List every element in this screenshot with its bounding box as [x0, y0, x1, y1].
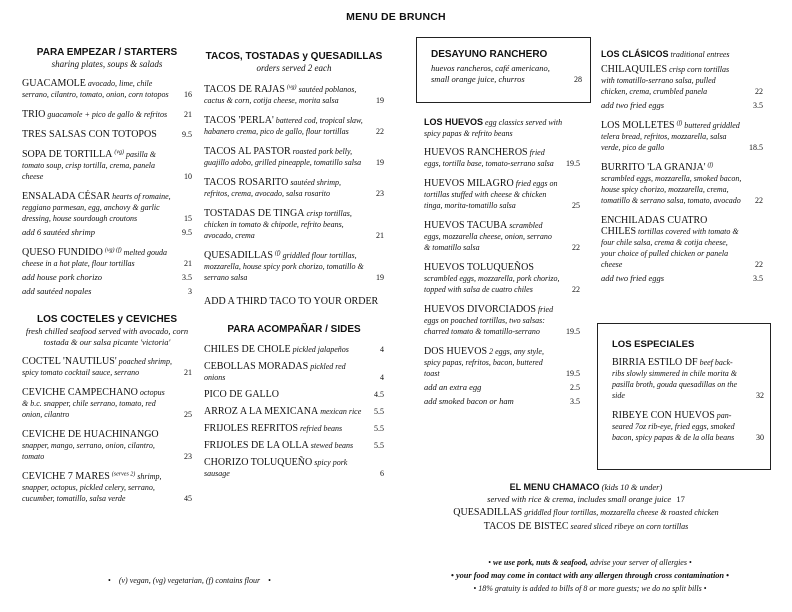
menu-item [204, 457, 384, 479]
item-price: 5.5 [374, 424, 384, 433]
bullet-mark: • [450, 571, 454, 580]
item-name: BIRRIA ESTILO DF [612, 357, 698, 368]
item-description: add sautéed nopales [22, 286, 92, 296]
item-description: stewed beans [310, 441, 354, 450]
item-description: fried eggs on tortillas stuffed with cheese & chicken tinga, morita-tomatillo salsa [424, 179, 558, 210]
menu-item [22, 429, 192, 462]
menu-item [424, 304, 580, 337]
item-name: BURRITO 'LA GRANJA' [601, 162, 706, 173]
item-price: 3.5 [753, 101, 763, 110]
item-description: fried eggs, tortilla base, tomato-serrano salsa [424, 148, 554, 168]
item-description: crisp corn tortillas with tomatillo-serrano salsa, pulled chicken, crema, crumbled panela [601, 65, 730, 96]
item-description: add 6 sautéed shrimp [22, 227, 95, 237]
ceviches-title: LOS COCTELES y CEVICHES [36, 314, 178, 325]
item-price: 4 [380, 373, 384, 382]
menu-item [22, 191, 192, 224]
item-description: roasted pork belly, guajillo adobo, grilled pineapple, tomatillo salsa [204, 147, 362, 167]
allergy-bold: we use pork, nuts & seafood, [493, 558, 588, 567]
chamaco-list [416, 506, 756, 534]
item-price: 9.5 [182, 130, 192, 139]
chamaco-price: 17 [676, 494, 685, 504]
item-diet-tag: (vg) [286, 84, 297, 91]
item-name: TRES SALSAS CON TOTOPOS [22, 129, 157, 140]
item-price: 21 [184, 259, 192, 268]
item-description: beef back-ribs slowly simmered in chile morita & pasilla broth, gouda quesadillas on the side [612, 358, 738, 400]
huevos-subtitle: egg classics served with spicy papas & refrito beans [424, 118, 563, 138]
item-price: 18.5 [749, 143, 763, 152]
starters-subtitle: sharing plates, soups & salads [51, 59, 163, 69]
item-price: 22 [572, 285, 580, 294]
legend-text: (v) vegan, (vg) vegetarian, (f) contains flour [118, 576, 261, 585]
add-taco-text: ADD A THIRD TACO TO YOUR ORDER [204, 296, 379, 307]
item-name: LOS MOLLETES [601, 120, 675, 131]
item-price: 5.5 [374, 441, 384, 450]
bullet-mark: • [108, 576, 111, 585]
item-description: griddled flour tortillas, mozzarella, house spicy pork chorizo, tomatillo & serrano salsa [204, 251, 364, 282]
item-name: COCTEL 'NAUTILUS' [22, 356, 117, 367]
kids-menu-item [416, 520, 756, 534]
sides-list [204, 344, 384, 479]
add-on-item [424, 396, 580, 407]
menu-item [424, 220, 580, 253]
item-name: TACOS DE BISTEC [483, 521, 569, 532]
menu-item [204, 146, 384, 168]
chamaco-header [416, 482, 756, 492]
item-description: octopus & b.c. snapper, chile serrano, tomato, red onion, cilantro [22, 388, 165, 419]
add-on-item [424, 382, 580, 393]
item-price: 16 [184, 90, 192, 99]
item-name: SOPA DE TORTILLA [22, 149, 113, 160]
menu-item [22, 356, 192, 378]
item-description: pan-seared 7oz rib-eye, fried eggs, smoked bacon, spicy papas & de la olla beans [612, 411, 735, 442]
item-diet-tag: (serves 2) [111, 471, 136, 478]
add-on-item [22, 227, 192, 238]
item-name: ARROZ A LA MEXICANA [204, 406, 319, 417]
item-price: 22 [755, 87, 763, 96]
menu-item [204, 84, 384, 106]
item-description: pasilla & tomato soup, crisp tortilla, crema, panela cheese [22, 150, 157, 181]
menu-item [424, 147, 580, 169]
item-description: buttered griddled telera bread, refritos, mozzarella, salsa verde, pico de gallo [601, 121, 740, 152]
item-description: griddled flour tortillas, mozzarella cheese & roasted chicken [524, 508, 719, 517]
item-price: 22 [572, 243, 580, 252]
item-price: 25 [572, 201, 580, 210]
menu-item [204, 208, 384, 241]
gratuity-text: 18% gratuity is added to bills of 8 or more guests; we do no split bills [478, 584, 702, 593]
menu-item [22, 471, 192, 504]
menu-title: MENU DE BRUNCH [346, 11, 446, 23]
bullet-mark: • [268, 576, 271, 585]
menu-item [204, 344, 384, 355]
clasicos-column [601, 49, 763, 284]
item-description: scrambled eggs, mozzarella, smoked bacon, house spicy chorizo, mozzarella, crema, tomatillo & serrano salsa, tomato, avocado [601, 174, 742, 205]
item-price: 19 [376, 96, 384, 105]
item-diet-tag: (vg) (f) [104, 247, 122, 254]
tacos-list [204, 84, 384, 283]
ranchero-title: DESAYUNO RANCHERO [431, 49, 548, 60]
item-description: add smoked bacon or ham [424, 396, 514, 406]
menu-item [204, 406, 384, 417]
item-description: seared sliced ribeye on corn tortillas [570, 522, 689, 531]
item-name: TACOS 'PERLA' [204, 115, 274, 126]
menu-item [424, 178, 580, 211]
item-description: pickled jalapeños [292, 345, 349, 354]
item-name: CHILES DE CHOLE [204, 344, 291, 355]
menu-item [424, 262, 580, 295]
menu-item [601, 120, 763, 153]
item-name: FRIJOLES REFRITOS [204, 423, 299, 434]
menu-item [22, 387, 192, 420]
starters-list [22, 78, 192, 297]
item-description: spicy pork sausage [204, 458, 348, 478]
item-price: 3.5 [570, 397, 580, 406]
clasicos-header [601, 49, 763, 60]
menu-item [204, 440, 384, 451]
item-description: snapper, mango, serrano, onion, cilantro, tomato [22, 441, 155, 461]
clasicos-title: LOS CLÁSICOS [601, 49, 669, 59]
item-name: HUEVOS TACUBA [424, 220, 508, 231]
item-description: scrambled eggs, mozzarella cheese, onion, serrano & tomatillo salsa [424, 221, 552, 252]
bullet-mark: • [488, 558, 492, 567]
bullet-mark: • [688, 558, 692, 567]
huevos-title: LOS HUEVOS [424, 117, 484, 127]
item-name: QUESO FUNDIDO [22, 247, 103, 258]
item-description: refried beans [300, 424, 343, 433]
item-price: 19.5 [566, 159, 580, 168]
item-name: TRIO [22, 109, 46, 120]
menu-item [204, 423, 384, 434]
menu-item [612, 357, 764, 401]
menu-item [601, 215, 763, 270]
starters-column [22, 47, 192, 504]
item-name: QUESADILLAS [204, 250, 273, 261]
bullet-mark: • [703, 584, 707, 593]
item-price: 23 [376, 189, 384, 198]
item-description: hearts of romaine, reggiano parmesan, egg, anchovy & garlic dressing, house sourdough croutons [22, 192, 171, 223]
item-price: 23 [184, 452, 192, 461]
bullet-mark: • [473, 584, 477, 593]
huevos-list [424, 147, 580, 407]
clasicos-list [601, 64, 763, 284]
sides-title: PARA ACOMPAÑAR / SIDES [227, 324, 361, 335]
item-description: add house pork chorizo [22, 272, 103, 282]
add-on-item [22, 272, 192, 283]
allergy-line [410, 556, 770, 569]
item-price: 25 [184, 410, 192, 419]
menu-item [22, 129, 192, 140]
item-price: 2.5 [570, 383, 580, 392]
add-on-item [601, 100, 763, 111]
chamaco-subtitle-line [416, 492, 756, 506]
menu-item [22, 247, 192, 269]
item-name: CEVICHE CAMPECHANO [22, 387, 138, 398]
item-description: battered cod, tropical slaw, habanero crema, pico de gallo, flour tortillas [204, 116, 363, 136]
item-name: HUEVOS TOLUQUEÑOS [424, 262, 534, 273]
item-price: 4.5 [374, 390, 384, 399]
item-name: TACOS DE RAJAS [204, 84, 285, 95]
menu-item [204, 389, 384, 400]
tacos-title: TACOS, TOSTADAS y QUESADILLAS [205, 51, 383, 62]
item-name: CHILAQUILES [601, 64, 668, 75]
item-price: 45 [184, 494, 192, 503]
huevos-header [424, 117, 580, 139]
menu-item [612, 410, 764, 443]
item-description: shrimp, snapper, octopus, pickled celery, serrano, cucumber, tomatillo, salsa verde [22, 472, 162, 503]
item-description: add two fried eggs [601, 273, 665, 283]
menu-item [424, 346, 580, 379]
menu-item [204, 361, 384, 383]
item-name: CEBOLLAS MORADAS [204, 361, 309, 372]
menu-item [22, 109, 192, 120]
item-description: mexican rice [320, 407, 362, 416]
item-name: HUEVOS MILAGRO [424, 178, 514, 189]
item-price: 9.5 [182, 228, 192, 237]
item-price: 15 [184, 214, 192, 223]
item-name: QUESADILLAS [453, 507, 523, 518]
item-description: fried eggs on poached tortillas, two salsas: charred tomato & tomatillo-serrano [424, 305, 554, 336]
item-description: avocado, lime, chile serrano, cilantro, tomato, onion, corn totopos [22, 79, 169, 99]
item-name: CEVICHE DE HUACHINANGO [22, 429, 159, 440]
item-description: 2 eggs, any style, spicy papas, refritos, bacon, buttered toast [424, 347, 544, 378]
item-price: 22 [755, 196, 763, 205]
menu-item [204, 177, 384, 199]
item-name: TACOS AL PASTOR [204, 146, 291, 157]
especiales-title: LOS ESPECIALES [612, 339, 695, 350]
menu-item [204, 115, 384, 137]
bullet-mark: • [726, 571, 730, 580]
contamination-text: your food may come in contact with any allergen through cross contamination [455, 571, 725, 580]
item-price: 19 [376, 158, 384, 167]
item-price: 19.5 [566, 369, 580, 378]
item-description: sautéed poblanos, cactus & corn, cotija cheese, morita salsa [204, 85, 357, 105]
item-price: 22 [376, 127, 384, 136]
tacos-column [204, 51, 384, 479]
item-name: DOS HUEVOS [424, 346, 488, 357]
item-name: FRIJOLES DE LA OLLA [204, 440, 309, 451]
item-price: 10 [184, 172, 192, 181]
item-description: pickled red onions [204, 362, 346, 382]
item-name: ENSALADA CÉSAR [22, 191, 111, 202]
item-price: 22 [755, 260, 763, 269]
item-price: 3.5 [753, 274, 763, 283]
chamaco-note: (kids 10 & under) [601, 482, 663, 492]
item-description: sautéed shrimp, refritos, crema, avocado, salsa rosarito [204, 178, 341, 198]
menu-item [601, 162, 763, 206]
especiales-box [597, 323, 771, 470]
legend-line [108, 576, 271, 585]
item-diet-tag: (f) [676, 120, 683, 127]
item-name: GUACAMOLE [22, 78, 86, 89]
menu-item [204, 250, 384, 283]
item-price: 3 [188, 287, 192, 296]
footer-notes [410, 556, 770, 595]
ranchero-desc: huevos rancheros, café americano, small orange juice, churros [431, 63, 550, 84]
chamaco-subtitle: served with rice & crema, includes small orange juice [487, 494, 672, 504]
contamination-line [410, 569, 770, 582]
item-name: HUEVOS RANCHEROS [424, 147, 528, 158]
item-description: tortillas covered with tomato & four chile salsa, crema & cotija cheese, your choice of pulled chicken or panela cheese [601, 227, 739, 269]
item-name: RIBEYE CON HUEVOS [612, 410, 715, 421]
add-on-item [22, 286, 192, 297]
item-price: 32 [756, 391, 764, 400]
item-description: scrambled eggs, mozzarella, pork chorizo, topped with salsa de cuatro chiles [424, 274, 560, 294]
tacos-subtitle: orders served 2 each [256, 63, 332, 73]
item-diet-tag: (vg) [114, 149, 125, 156]
item-price: 6 [380, 469, 384, 478]
clasicos-subtitle: traditional entrees [670, 50, 730, 59]
starters-title: PARA EMPEZAR / STARTERS [36, 47, 178, 58]
ceviches-subtitle: fresh chilled seafood served with avocado, corn tostada & our salsa picante 'victoria' [25, 326, 189, 347]
item-price: 30 [756, 433, 764, 442]
item-description: poached shrimp, spicy tomato cocktail sauce, serrano [22, 357, 172, 377]
item-price: 5.5 [374, 407, 384, 416]
kids-menu-item [416, 506, 756, 520]
item-price: 19.5 [566, 327, 580, 336]
ceviches-list [22, 356, 192, 504]
chamaco-title: EL MENU CHAMACO [509, 482, 600, 492]
item-name: TACOS ROSARITO [204, 177, 289, 188]
item-name: PICO DE GALLO [204, 389, 279, 400]
menu-item [22, 149, 192, 182]
chamaco-section [416, 482, 756, 534]
item-price: 3.5 [182, 273, 192, 282]
item-description: add an extra egg [424, 382, 482, 392]
item-price: 21 [184, 110, 192, 119]
huevos-column [424, 117, 580, 407]
item-price: 21 [376, 231, 384, 240]
item-name: ENCHILADAS CUATRO CHILES [601, 215, 708, 237]
add-on-item [601, 273, 763, 284]
item-name: CEVICHE 7 MARES [22, 471, 110, 482]
item-price: 21 [184, 368, 192, 377]
ranchero-box [416, 37, 591, 103]
menu-item [22, 78, 192, 100]
item-description: guacamole + pico de gallo & refritos [47, 110, 168, 119]
item-name: TOSTADAS DE TINGA [204, 208, 305, 219]
ranchero-price: 28 [574, 75, 582, 84]
item-description: melted gouda cheese in a hot plate, flour tortillas [22, 248, 167, 268]
item-name: CHORIZO TOLUQUEÑO [204, 457, 313, 468]
item-diet-tag: (f) [274, 250, 281, 257]
item-price: 4 [380, 345, 384, 354]
item-description: add two fried eggs [601, 100, 665, 110]
gratuity-line [410, 582, 770, 595]
add-taco-line [204, 296, 384, 307]
item-description: crisp tortillas, chicken in tomato & chipotle, refrito beans, avocado, crema [204, 209, 352, 240]
item-diet-tag: (f) [707, 162, 714, 169]
especiales-list [612, 357, 764, 443]
item-name: HUEVOS DIVORCIADOS [424, 304, 536, 315]
menu-item [601, 64, 763, 97]
allergy-rest: advise your server of allergies [589, 558, 687, 567]
ranchero-item [431, 63, 582, 85]
item-price: 19 [376, 273, 384, 282]
